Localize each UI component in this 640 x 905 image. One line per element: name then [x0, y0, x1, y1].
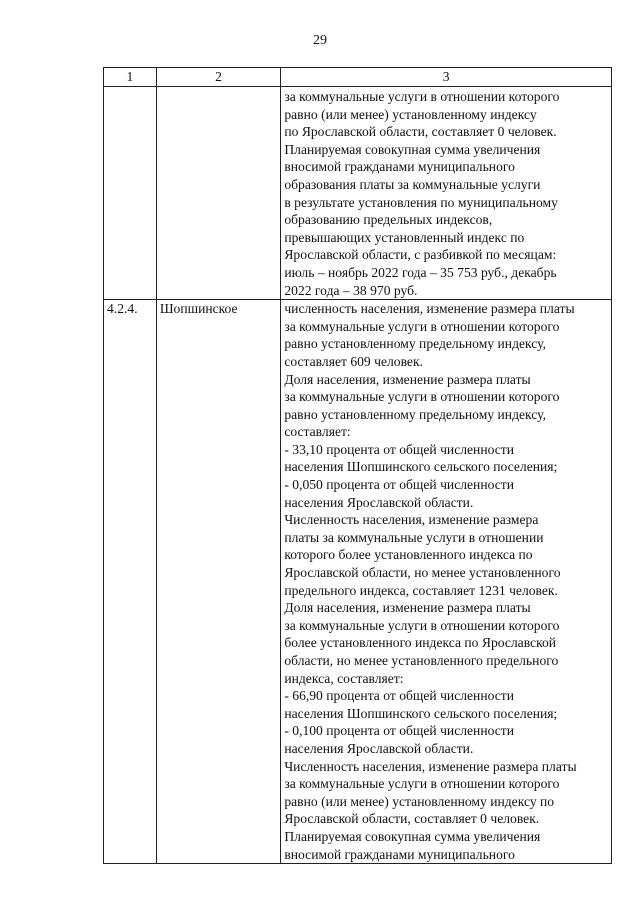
text-line: - 0,100 процента от общей численности [284, 723, 514, 739]
municipality-name-cell [156, 87, 281, 300]
text-line: Ярославской области, составляет 0 человек. [284, 811, 540, 827]
text-line: вносимой гражданами муниципального [284, 159, 515, 175]
text-line: превышающих установленный индекс по [284, 229, 525, 245]
text-line: равно установленному предельному индексу, [284, 336, 546, 352]
text-line: предельного индекса, составляет 1231 человек. [284, 582, 558, 598]
text-line: населения Шопшинского сельского поселения; [284, 459, 558, 475]
table-header-row [104, 68, 612, 87]
column-header-1: 1 [104, 68, 157, 87]
text-line: равно установленному предельному индексу, [284, 406, 546, 422]
description-cell [281, 87, 612, 300]
text-line: равно (или менее) установленному индексу по [284, 793, 555, 809]
text-line: 2022 года – 38 970 руб. [284, 282, 418, 298]
text-line: вносимой гражданами муниципального [284, 846, 515, 862]
text-line: за коммунальные услуги в отношении которого [284, 318, 560, 334]
text-line: - 33,10 процента от общей численности [284, 441, 514, 457]
text-line: составляет 609 человек. [284, 353, 423, 369]
text-line: Планируемая совокупная сумма увеличения [284, 141, 541, 157]
description-cell [281, 300, 612, 864]
text-line: в результате установления по муниципальному [284, 194, 558, 210]
text-line: населения Ярославской области. [284, 494, 474, 510]
table-row [104, 300, 612, 864]
row-number-cell: 4.2.4. [104, 300, 157, 864]
text-line: образования платы за коммунальные услуги [284, 176, 541, 192]
text-line: Доля населения, изменение размера платы [284, 600, 531, 616]
text-line: по Ярославской области, составляет 0 человек. [284, 124, 557, 140]
text-line: Численность населения, изменение размера [284, 512, 539, 528]
text-line: - 66,90 процента от общей численности [284, 688, 514, 704]
text-line: за коммунальные услуги в отношении которого [284, 617, 560, 633]
data-table [103, 67, 612, 864]
row-number-cell [104, 87, 157, 300]
text-line: Планируемая совокупная сумма увеличения [284, 828, 541, 844]
text-line: - 0,050 процента от общей численности [284, 477, 514, 493]
page-number: 29 [313, 33, 327, 48]
column-header-3: 3 [281, 68, 612, 87]
text-line: составляет: [284, 424, 351, 440]
text-line: численность населения, изменение размера платы [284, 301, 575, 317]
table-row [104, 87, 612, 300]
text-line: которого более установленного индекса по [284, 547, 533, 563]
column-header-2: 2 [156, 68, 281, 87]
text-line: образованию предельных индексов, [284, 212, 493, 228]
text-line: за коммунальные услуги в отношении которого [284, 389, 560, 405]
text-line: населения Ярославской области. [284, 740, 474, 756]
text-line: Ярославской области, но менее установленного [284, 565, 561, 581]
text-line: равно (или менее) установленному индексу [284, 106, 537, 122]
text-line: области, но менее установленного предельного [284, 653, 559, 668]
text-line: Ярославской области, с разбивкой по месяцам: [284, 247, 557, 263]
text-line: индекса, составляет: [284, 670, 404, 686]
text-line: платы за коммунальные услуги в отношении [284, 529, 544, 545]
text-line: за коммунальные услуги в отношении которого [284, 89, 560, 104]
text-line: Численность населения, изменение размера платы [284, 758, 577, 774]
text-line: более установленного индекса по Ярославской [284, 635, 557, 651]
text-line: июль – ноябрь 2022 года – 35 753 руб., декабрь [284, 264, 557, 280]
text-line: за коммунальные услуги в отношении которого [284, 776, 560, 792]
text-line: населения Шопшинского сельского поселения; [284, 705, 558, 721]
text-line: Доля населения, изменение размера платы [284, 371, 531, 387]
municipality-name-cell: Шопшинское [156, 300, 281, 864]
